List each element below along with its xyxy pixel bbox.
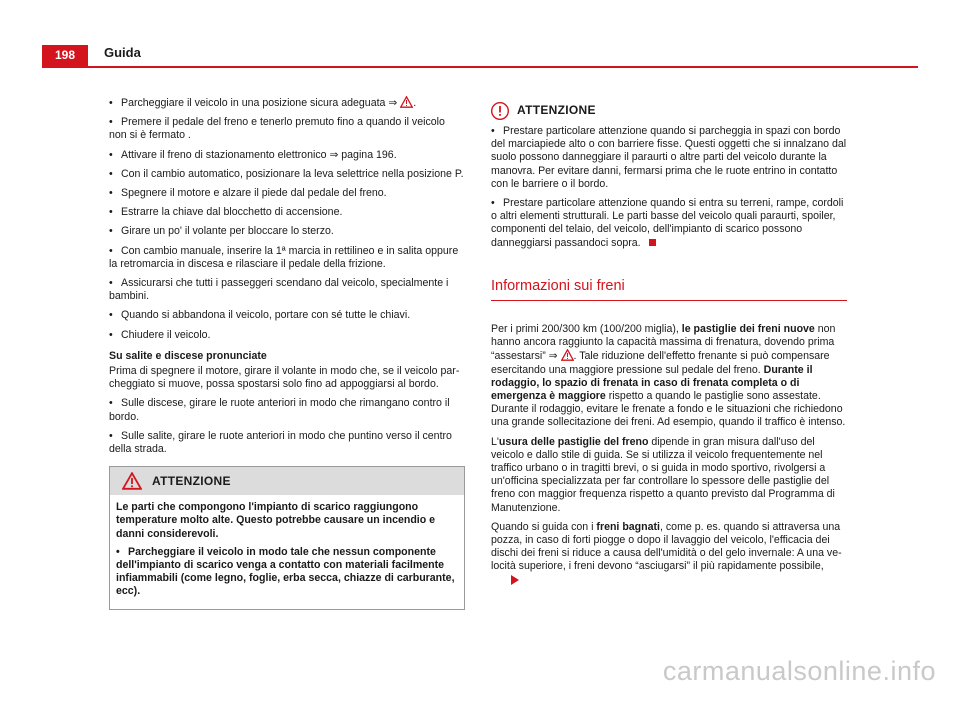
list-item: • Spegnere il motore e alzare il piede dal pedale del freno. [109, 187, 387, 200]
warning-triangle-icon [400, 96, 413, 108]
paragraph: Per i primi 200/300 km (100/200 miglia), le pastiglie dei freni nuove non hanno ancora raggiunto la capacità massima di frenatura, dovendo prima “assestarsi” ⇒ . Tale riduzione dell'effetto frenante si può compensare esercitando una maggiore pressione sul pedale del freno. Durante il rodaggio, lo spazio di frenata in caso di frenata completa o di emergenza è maggiore rispetto a quando le pastiglie sono assestate. Durante il rodaggio, evitare le frenate a fondo e le situazioni che richiedono una grande sollecitazione dei freni. Ad esempio, quando il traffico è intenso. [491, 323, 846, 429]
paragraph: Prima di spegnere il motore, girare il volante in modo che, se il veicolo parcheggiato si muove, possa spostarsi solo fino ad appoggiarsi al bordo. [109, 365, 460, 391]
list-item: • Sulle discese, girare le ruote anteriori in modo che rimangano contro il bordo. [109, 397, 450, 423]
list-item: • Girare un po' il volante per bloccare lo sterzo. [109, 225, 334, 238]
warning-header [110, 467, 464, 495]
page-number-text: 198 [54, 47, 76, 62]
list-item: • Con cambio manuale, inserire la 1ª marcia in rettilineo e in salita oppure la retromarcia in discesa e rilasciare il pedale della frizione. [109, 244, 459, 270]
paragraph: L'usura delle pastiglie del freno dipende in gran misura dall'uso del veicolo e dallo stile di guida. Se si utilizza il veicolo frequentemente nel traffico urbano o in tragitti brevi, o si guida in modo sportivo, rivolgersi a un'officina specializzata per far controllare lo spessore delle pastiglie del freno con maggior frequenza rispetto a quanto previsto dal Programma di Manutenzione. [491, 435, 835, 514]
exclamation-circle-icon [491, 102, 509, 120]
warning-triangle-icon [122, 472, 142, 490]
right-column [491, 102, 847, 593]
list-item: • Chiudere il veicolo. [109, 328, 211, 341]
list-item: • Sulle salite, girare le ruote anteriori in modo che puntino verso il centro della strada. [109, 429, 452, 456]
warning-text: Le parti che compongono l'impianto di scarico raggiungono temperature molto alte. Questo potrebbe causare un incendio e danni considerevoli. [116, 501, 436, 540]
section-title: Guida [104, 45, 141, 60]
list-item: • Estrarre la chiave dal blocchetto di accensione. [109, 206, 343, 219]
warning-box [109, 466, 465, 609]
paragraph: Quando si guida con i freni bagnati, come p. es. quando si attraversa una pozza, in caso di forti piogge o dopo il lavaggio del veicolo, l'efficacia dei dischi dei freni si riduce a causa dell'umidità o del gelo invernale: A una velocità superiore, i freni devono “asciugarsi” il più rapidamente possibile, [491, 521, 847, 587]
warning-body [110, 495, 464, 608]
list-item: • Parcheggiare il veicolo in una posizione sicura adeguata ⇒ . [109, 97, 417, 109]
list-item: • Assicurarsi che tutti i passeggeri scendano dal veicolo, specialmente i bambini. [109, 277, 449, 303]
warning-title: ATTENZIONE [152, 473, 231, 488]
subheading: Su salite e discese pronunciate [109, 349, 267, 362]
watermark: carmanualsonline.info [662, 656, 936, 686]
end-of-section-marker [649, 239, 656, 246]
list-item: • Quando si abbandona il veicolo, portare con sé tutte le chiavi. [109, 309, 411, 322]
warning-list-item: • Parcheggiare il veicolo in modo tale che nessun componente dell'impianto di scarico venga a contatto con materiali facilmente infiammabili (come legno, foglie, erba secca, chiazze di carburante, ecc). [116, 545, 455, 598]
left-column [109, 96, 465, 610]
continue-arrow-icon [511, 575, 519, 585]
page-number [42, 45, 88, 66]
info-heading: Informazioni sui freni [491, 280, 847, 301]
warning-triangle-icon [561, 349, 574, 361]
attention-title: ATTENZIONE [517, 103, 596, 118]
header-rule [42, 66, 918, 68]
attention-header [491, 102, 847, 120]
list-item: • Con il cambio automatico, posizionare la leva selettrice nella posizione P. [109, 167, 464, 180]
list-item: • Premere il pedale del freno e tenerlo premuto fino a quando il veicolo non si è fermato . [109, 116, 445, 142]
list-item: • Attivare il freno di stazionamento elettronico ⇒ pagina 196. [109, 148, 397, 161]
info-body [491, 323, 847, 587]
list-item: • Prestare particolare attenzione quando si parcheggia in spazi con bordo del marciapiede alto o con barriere fisse. Questi oggetti che si innalzano dal suolo possono danneggiare il paraurti o altre parti del veicolo durante la manovra. Per evitare danni, fermarsi prima che le ruote entrino in contatto con le barriere o il bordo. [491, 125, 847, 190]
list-item: • Prestare particolare attenzione quando si entra su terreni, rampe, cordoli o altri elementi strutturali. Le parti basse del veicolo quali paraurti, spoiler, componenti del telaio, del veicolo, dell'impianto di scarico possono danneggiarsi passandoci sopra. [491, 197, 844, 249]
